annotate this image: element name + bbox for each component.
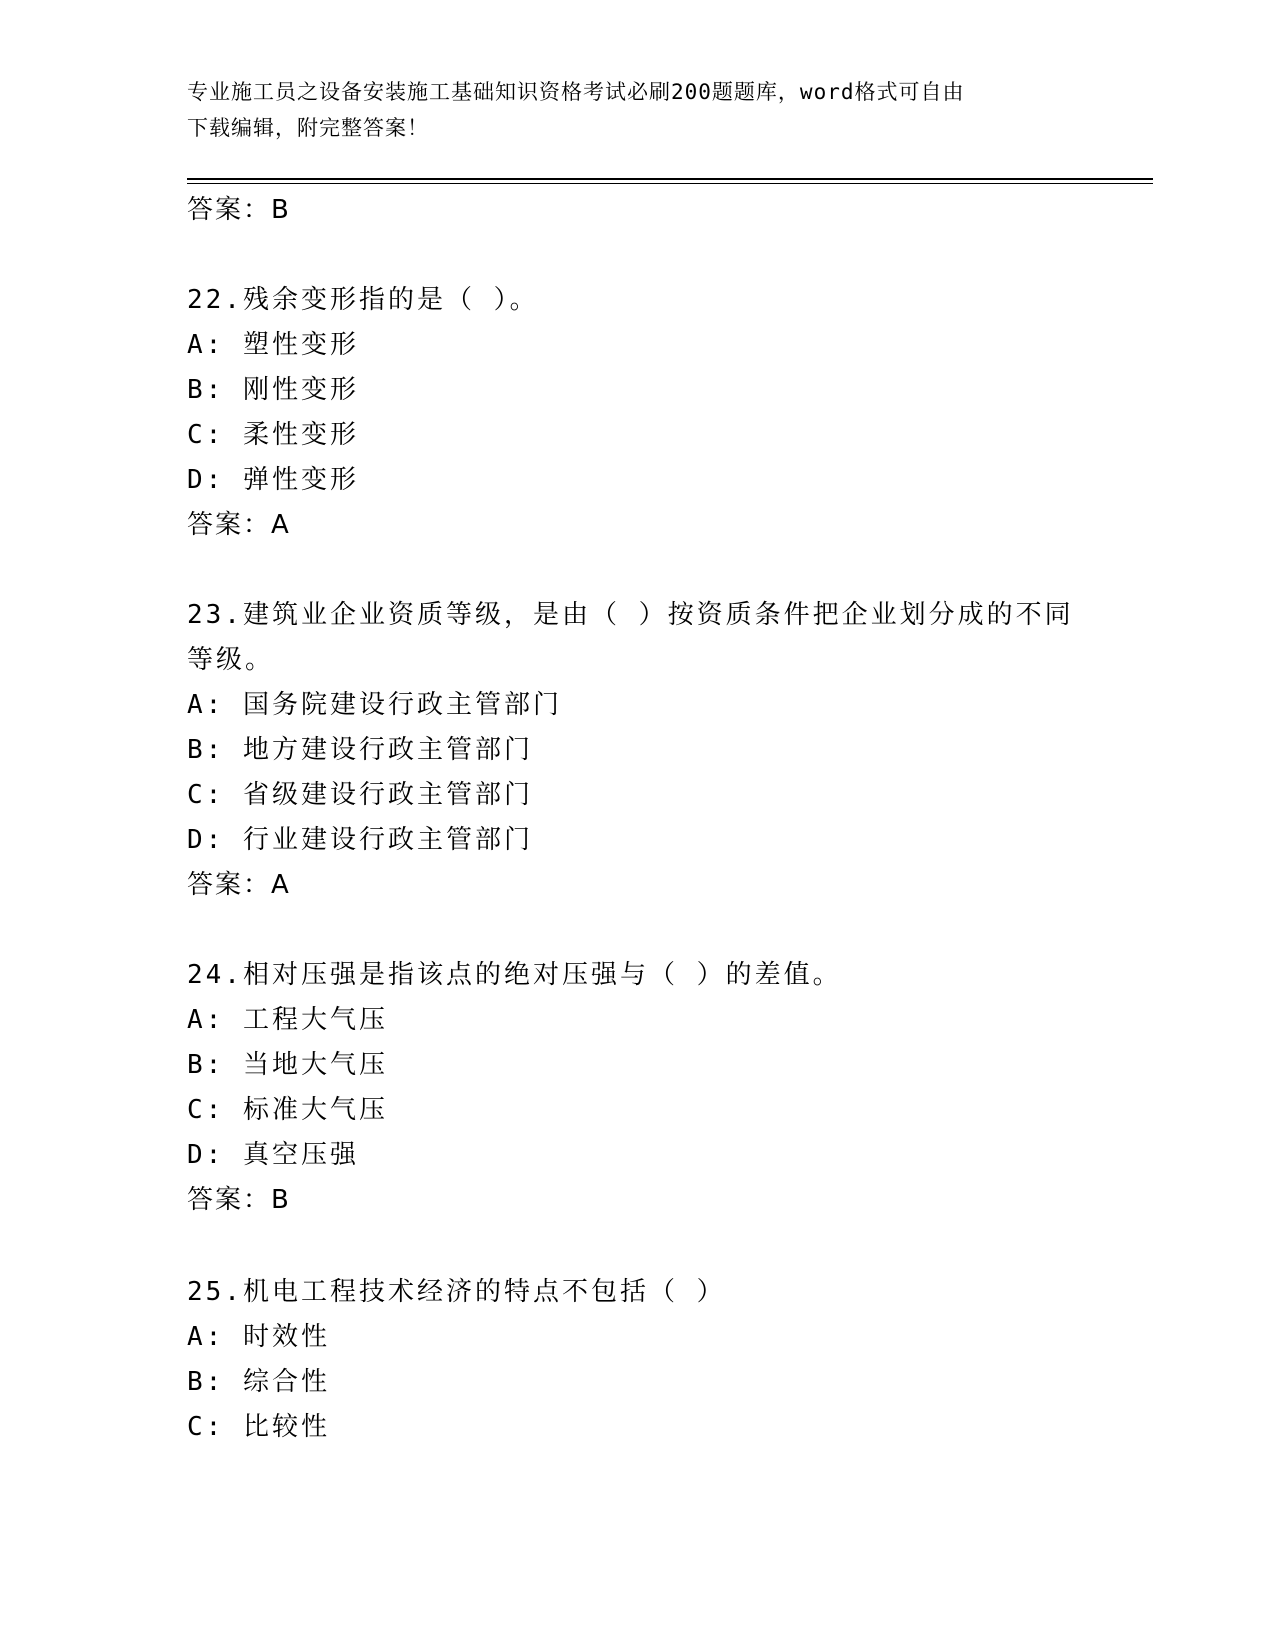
header-divider-thick	[187, 178, 1153, 180]
option-c: C: 省级建设行政主管部门	[187, 780, 533, 810]
option-b: B: 刚性变形	[187, 375, 359, 405]
document-header	[187, 74, 1067, 146]
option-b: B: 当地大气压	[187, 1050, 388, 1080]
question-stem: 25.机电工程技术经济的特点不包括（ ）	[187, 1277, 726, 1307]
question-stem: 24.相对压强是指该点的绝对压强与（ ）的差值。	[187, 960, 842, 990]
option-a: A: 时效性	[187, 1322, 330, 1352]
option-c: C: 比较性	[187, 1412, 330, 1442]
option-d: D: 弹性变形	[187, 465, 359, 495]
option-a: A: 国务院建设行政主管部门	[187, 690, 562, 720]
answer-line: 答案：A	[187, 870, 291, 900]
header-line-2: 下载编辑，附完整答案！	[187, 116, 429, 140]
option-d: D: 行业建设行政主管部门	[187, 825, 533, 855]
question-stem-continuation: 等级。	[187, 645, 275, 675]
option-b: B: 地方建设行政主管部门	[187, 735, 533, 765]
option-c: C: 柔性变形	[187, 420, 359, 450]
question-stem: 23.建筑业企业资质等级，是由（ ）按资质条件把企业划分成的不同	[187, 600, 1074, 630]
answer-line: 答案：B	[187, 1185, 291, 1215]
question-stem: 22.残余变形指的是（ ）。	[187, 285, 539, 315]
answer-line: 答案：A	[187, 510, 291, 540]
option-a: A: 塑性变形	[187, 330, 359, 360]
option-a: A: 工程大气压	[187, 1005, 388, 1035]
header-line-1: 专业施工员之设备安装施工基础知识资格考试必刷200题题库，word格式可自由	[187, 80, 965, 104]
answer-line: 答案：B	[187, 195, 291, 225]
option-d: D: 真空压强	[187, 1140, 359, 1170]
option-c: C: 标准大气压	[187, 1095, 388, 1125]
header-divider-thin	[187, 183, 1153, 184]
option-b: B: 综合性	[187, 1367, 330, 1397]
